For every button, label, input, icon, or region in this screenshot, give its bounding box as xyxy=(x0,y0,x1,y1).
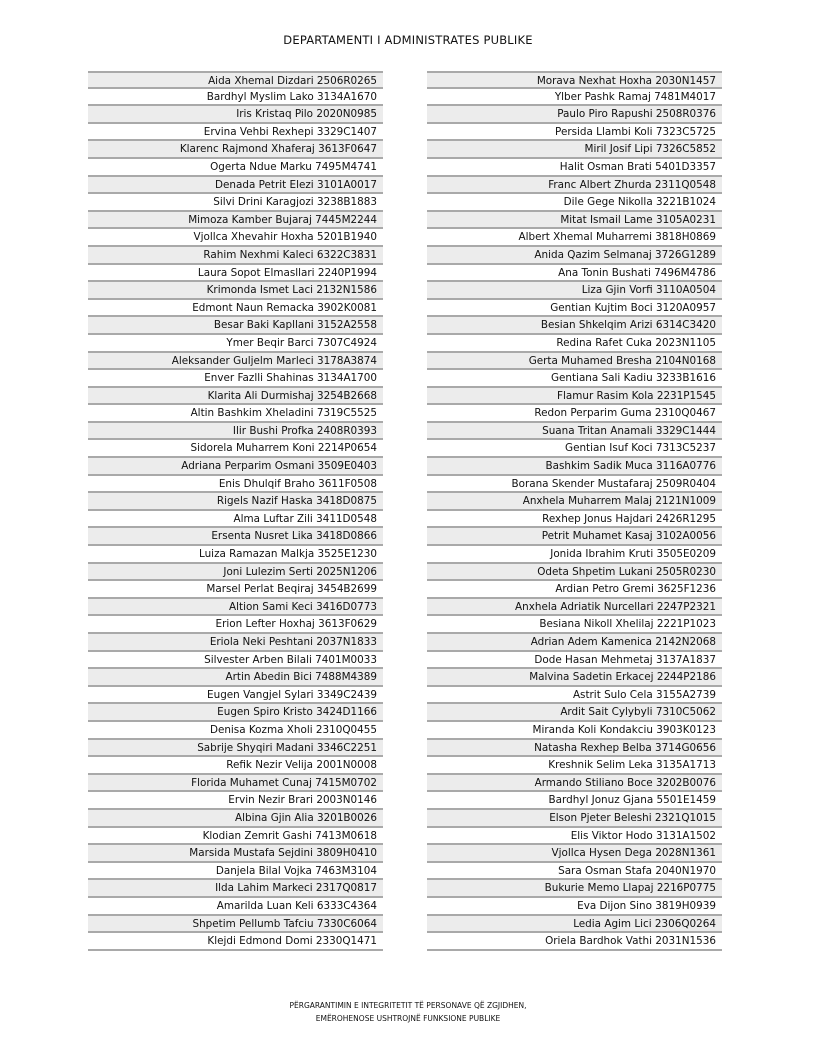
list-item: Klarita Ali Durmishaj 3254B2668 xyxy=(88,388,383,406)
list-item: Amarilda Luan Keli 6333C4364 xyxy=(88,898,383,916)
list-item: Ledia Agim Lici 2306Q0264 xyxy=(427,916,722,934)
list-item: Florida Muhamet Cunaj 7415M0702 xyxy=(88,775,383,793)
list-item: Persida Llambi Koli 7323C5725 xyxy=(427,124,722,142)
list-item: Miranda Koli Kondakciu 3903K0123 xyxy=(427,722,722,740)
list-item: Kreshnik Selim Leka 3135A1713 xyxy=(427,757,722,775)
list-item: Gentian Isuf Koci 7313C5237 xyxy=(427,440,722,458)
list-item: Klodian Zemrit Gashi 7413M0618 xyxy=(88,828,383,846)
list-item: Marsida Mustafa Sejdini 3809H0410 xyxy=(88,845,383,863)
list-item: Natasha Rexhep Belba 3714G0656 xyxy=(427,740,722,758)
list-item: Aida Xhemal Dizdari 2506R0265 xyxy=(88,71,383,89)
list-item: Armando Stiliano Boce 3202B0076 xyxy=(427,775,722,793)
list-item: Joni Lulezim Serti 2025N1206 xyxy=(88,564,383,582)
list-item: Dile Gege Nikolla 3221B1024 xyxy=(427,194,722,212)
left-name-list xyxy=(88,71,383,951)
list-item: Edmont Naun Remacka 3902K0081 xyxy=(88,300,383,318)
list-item: Erion Lefter Hoxhaj 3613F0629 xyxy=(88,616,383,634)
list-item: Sidorela Muharrem Koni 2214P0654 xyxy=(88,440,383,458)
list-item: Sabrije Shyqiri Madani 3346C2251 xyxy=(88,740,383,758)
list-item: Albina Gjin Alia 3201B0026 xyxy=(88,810,383,828)
list-item: Jonida Ibrahim Kruti 3505E0209 xyxy=(427,546,722,564)
list-item: Rigels Nazif Haska 3418D0875 xyxy=(88,493,383,511)
list-item: Ana Tonin Bushati 7496M4786 xyxy=(427,265,722,283)
list-item: Ardit Sait Cylybyli 7310C5062 xyxy=(427,704,722,722)
list-item: Bukurie Memo Llapaj 2216P0775 xyxy=(427,880,722,898)
list-item: Luiza Ramazan Malkja 3525E1230 xyxy=(88,546,383,564)
list-item: Marsel Perlat Beqiraj 3454B2699 xyxy=(88,581,383,599)
list-item: Astrit Sulo Cela 3155A2739 xyxy=(427,687,722,705)
list-item: Borana Skender Mustafaraj 2509R0404 xyxy=(427,476,722,494)
list-item: Gentiana Sali Kadiu 3233B1616 xyxy=(427,370,722,388)
right-name-list xyxy=(427,71,722,951)
list-item: Morava Nexhat Hoxha 2030N1457 xyxy=(427,71,722,89)
list-item: Rexhep Jonus Hajdari 2426R1295 xyxy=(427,511,722,529)
list-item: Vjollca Xhevahir Hoxha 5201B1940 xyxy=(88,229,383,247)
list-item: Sara Osman Stafa 2040N1970 xyxy=(427,863,722,881)
list-item: Altin Bashkim Xheladini 7319C5525 xyxy=(88,405,383,423)
list-item: Albert Xhemal Muharremi 3818H0869 xyxy=(427,229,722,247)
list-item: Dode Hasan Mehmetaj 3137A1837 xyxy=(427,652,722,670)
list-item: Elson Pjeter Beleshi 2321Q1015 xyxy=(427,810,722,828)
list-item: Mimoza Kamber Bujaraj 7445M2244 xyxy=(88,212,383,230)
footer-line-2: EMËROHENOSE USHTROJNË FUNKSIONE PUBLIKE xyxy=(315,1014,501,1023)
list-item: Krimonda Ismet Laci 2132N1586 xyxy=(88,282,383,300)
list-item: Redina Rafet Cuka 2023N1105 xyxy=(427,335,722,353)
list-item: Besiana Nikoll Xhelilaj 2221P1023 xyxy=(427,616,722,634)
list-item: Anxhela Muharrem Malaj 2121N1009 xyxy=(427,493,722,511)
list-item: Ymer Beqir Barci 7307C4924 xyxy=(88,335,383,353)
list-item: Ardian Petro Gremi 3625F1236 xyxy=(427,581,722,599)
list-item: Ylber Pashk Ramaj 7481M4017 xyxy=(427,89,722,107)
list-item: Ilda Lahim Markeci 2317Q0817 xyxy=(88,880,383,898)
list-item: Klarenc Rajmond Xhaferaj 3613F0647 xyxy=(88,141,383,159)
list-item: Refik Nezir Velija 2001N0008 xyxy=(88,757,383,775)
list-item: Ilir Bushi Profka 2408R0393 xyxy=(88,423,383,441)
list-item: Shpetim Pellumb Tafciu 7330C6064 xyxy=(88,916,383,934)
list-item: Eriola Neki Peshtani 2037N1833 xyxy=(88,634,383,652)
footer xyxy=(0,999,816,1025)
list-item: Bardhyl Jonuz Gjana 5501E1459 xyxy=(427,792,722,810)
list-item: Danjela Bilal Vojka 7463M3104 xyxy=(88,863,383,881)
list-item: Liza Gjin Vorfi 3110A0504 xyxy=(427,282,722,300)
list-item: Mitat Ismail Lame 3105A0231 xyxy=(427,212,722,230)
list-item: Aleksander Guljelm Marleci 3178A3874 xyxy=(88,353,383,371)
list-item: Oriela Bardhok Vathi 2031N1536 xyxy=(427,933,722,951)
list-item: Ervina Vehbi Rexhepi 3329C1407 xyxy=(88,124,383,142)
list-item: Laura Sopot Elmasllari 2240P1994 xyxy=(88,265,383,283)
list-item: Klejdi Edmond Domi 2330Q1471 xyxy=(88,933,383,951)
list-item: Besian Shkelqim Arizi 6314C3420 xyxy=(427,317,722,335)
list-item: Alma Luftar Zili 3411D0548 xyxy=(88,511,383,529)
list-item: Eugen Vangjel Sylari 3349C2439 xyxy=(88,687,383,705)
list-item: Eugen Spiro Kristo 3424D1166 xyxy=(88,704,383,722)
list-item: Denisa Kozma Xholi 2310Q0455 xyxy=(88,722,383,740)
list-item: Suana Tritan Anamali 3329C1444 xyxy=(427,423,722,441)
list-item: Altion Sami Keci 3416D0773 xyxy=(88,599,383,617)
list-item: Gerta Muhamed Bresha 2104N0168 xyxy=(427,353,722,371)
list-item: Flamur Rasim Kola 2231P1545 xyxy=(427,388,722,406)
list-item: Gentian Kujtim Boci 3120A0957 xyxy=(427,300,722,318)
list-item: Anxhela Adriatik Nurcellari 2247P2321 xyxy=(427,599,722,617)
list-item: Bardhyl Myslim Lako 3134A1670 xyxy=(88,89,383,107)
list-item: Rahim Nexhmi Kaleci 6322C3831 xyxy=(88,247,383,265)
list-item: Malvina Sadetin Erkacej 2244P2186 xyxy=(427,669,722,687)
list-item: Anida Qazim Selmanaj 3726G1289 xyxy=(427,247,722,265)
list-item: Halit Osman Brati 5401D3357 xyxy=(427,159,722,177)
footer-line-1: PËRGARANTIMIN E INTEGRITETIT TË PERSONAVE QË ZGJIDHEN, xyxy=(289,1001,527,1010)
list-item: Iris Kristaq Pilo 2020N0985 xyxy=(88,106,383,124)
list-item: Silvester Arben Bilali 7401M0033 xyxy=(88,652,383,670)
list-item: Enver Fazlli Shahinas 3134A1700 xyxy=(88,370,383,388)
list-item: Ogerta Ndue Marku 7495M4741 xyxy=(88,159,383,177)
list-item: Ervin Nezir Brari 2003N0146 xyxy=(88,792,383,810)
list-item: Besar Baki Kapllani 3152A2558 xyxy=(88,317,383,335)
list-item: Adrian Adem Kamenica 2142N2068 xyxy=(427,634,722,652)
list-item: Vjollca Hysen Dega 2028N1361 xyxy=(427,845,722,863)
list-item: Odeta Shpetim Lukani 2505R0230 xyxy=(427,564,722,582)
list-item: Eva Dijon Sino 3819H0939 xyxy=(427,898,722,916)
list-item: Denada Petrit Elezi 3101A0017 xyxy=(88,177,383,195)
list-item: Bashkim Sadik Muca 3116A0776 xyxy=(427,458,722,476)
list-item: Franc Albert Zhurda 2311Q0548 xyxy=(427,177,722,195)
list-item: Ersenta Nusret Lika 3418D0866 xyxy=(88,528,383,546)
list-item: Artin Abedin Bici 7488M4389 xyxy=(88,669,383,687)
list-item: Adriana Perparim Osmani 3509E0403 xyxy=(88,458,383,476)
list-item: Redon Perparim Guma 2310Q0467 xyxy=(427,405,722,423)
page-title: DEPARTAMENTI I ADMINISTRATES PUBLIKE xyxy=(283,33,533,47)
list-item: Petrit Muhamet Kasaj 3102A0056 xyxy=(427,528,722,546)
list-item: Silvi Drini Karagjozi 3238B1883 xyxy=(88,194,383,212)
list-item: Paulo Piro Rapushi 2508R0376 xyxy=(427,106,722,124)
list-item: Enis Dhulqif Braho 3611F0508 xyxy=(88,476,383,494)
list-item: Elis Viktor Hodo 3131A1502 xyxy=(427,828,722,846)
list-item: Miril Josif Lipi 7326C5852 xyxy=(427,141,722,159)
